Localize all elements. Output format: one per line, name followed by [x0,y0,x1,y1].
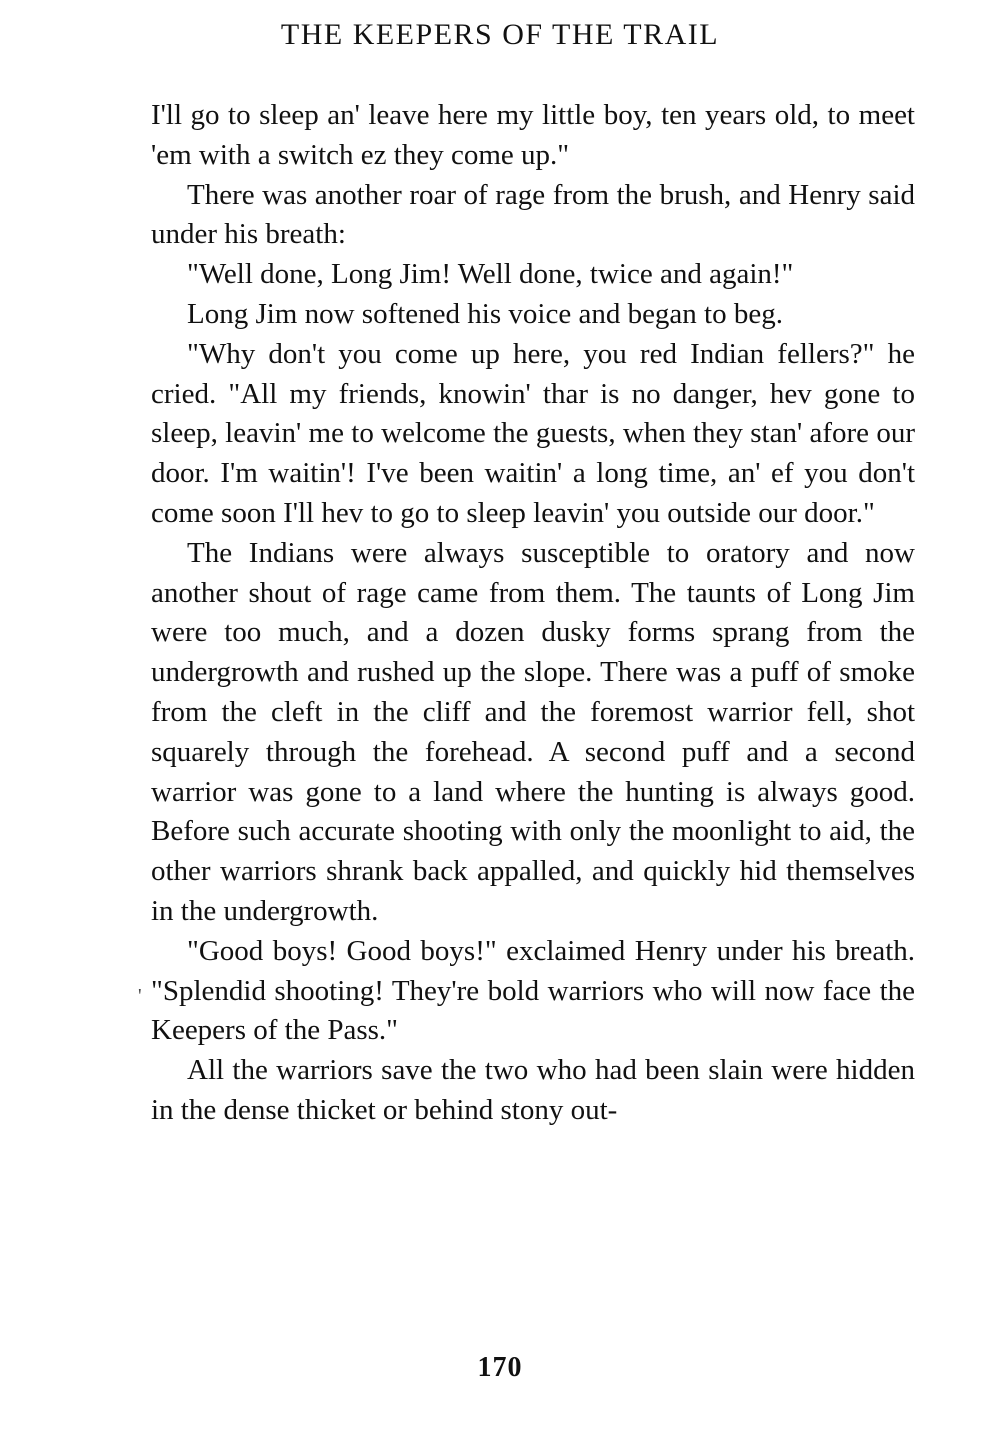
paragraph-6: The Indians were always susceptible to oratory and now another shout of rage came from them. The taunts of Long Jim were too much, and a dozen dusky forms sprang from the undergrowth and rushed up the slope. There was a puff of smoke from the cleft in the cliff and the foremost warrior fell, shot squarely through the forehead. A second puff and a second warrior was gone to a land where the hunting is always good. Before such accurate shooting with only the moonlight to aid, the other warriors shrank back appalled, and quickly hid themselves in the undergrowth. [151,536,915,927]
paragraph-8: All the warriors save the two who had been slain were hidden in the dense thicket or behind stony out- [151,1054,915,1126]
paragraph-2: There was another roar of rage from the brush, and Henry said under his breath: [151,178,915,251]
paragraph-7: "Good boys! Good boys!" exclaimed Henry under his breath. "Splendid shooting! They're bold warriors who will now face the Keepers of the Pass." [151,934,915,1047]
paragraph-1: I'll go to sleep an' leave here my little boy, ten years old, to meet 'em with a switch ez they come up." [151,99,915,171]
running-head: THE KEEPERS OF THE TRAIL [280,18,720,51]
paragraph-3: "Well done, Long Jim! Well done, twice and again!" [187,258,794,291]
paragraph-5: "Why don't you come up here, you red Indian fellers?" he cried. "All my friends, knowin' thar is no danger, hev gone to sleep, leavin' me to welcome the guests, when they stan' afore our door. I'm waitin'! I've been waitin' a long time, an' ef you don't come soon I'll hev to go to sleep leavin' you outside our door." [151,337,915,529]
paragraph-4: Long Jim now softened his voice and began to beg. [187,297,783,330]
page-number: 170 [477,1352,523,1383]
body-text [151,96,915,1131]
margin-mark: ' [138,985,142,1007]
